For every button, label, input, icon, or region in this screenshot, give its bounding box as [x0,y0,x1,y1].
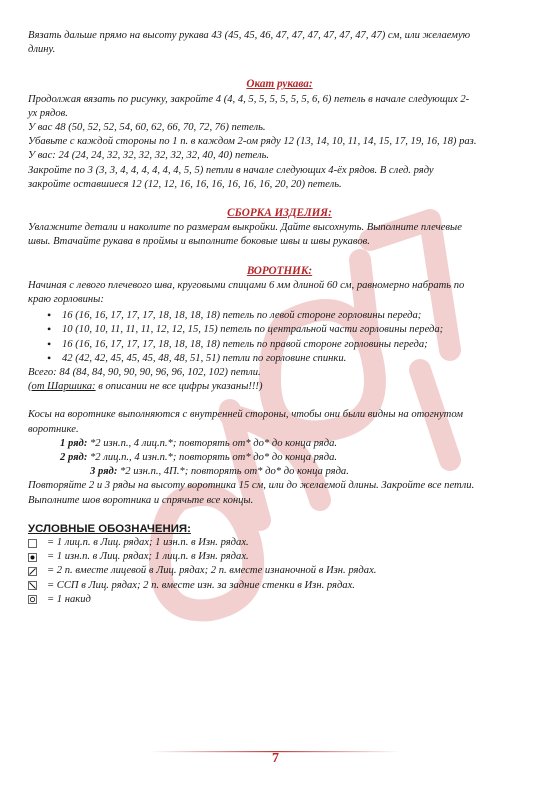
intro-line: длину. [28,44,56,56]
legend-text: = 1 изн.п. в Лиц. рядах; 1 лиц.п. в Изн. рядах. [47,551,249,563]
sleeve-cap-line: У вас 48 (50, 52, 52, 54, 60, 62, 66, 70, 72, 76) петель. [28,122,266,134]
collar-line: Начиная с левого плечевого шва, круговыми спицами 6 мм длиной 60 см, равномерно набрать по [28,279,465,291]
row-label: 3 ряд: [90,466,118,478]
cables-line: воротнике. [28,423,79,435]
right-slash-square-icon [28,567,37,576]
legend-text: = ССП в Лиц. рядах; 2 п. вместе изн. за задние стенки в Изн. рядах. [47,579,355,591]
sleeve-cap-line: ух рядов. [28,107,68,119]
sleeve-cap-line: Убавьте с каждой стороны по 1 п. в каждом 2-ом ряду 12 (13, 14, 10, 11, 14, 15, 17, 19, 16, 18) раз. [28,136,477,148]
sleeve-cap-line: У вас: 24 (24, 24, 32, 32, 32, 32, 32, 32, 40, 40) петель. [28,150,270,162]
row-instruction [28,465,531,479]
filled-dot-square-icon [28,553,37,562]
row-text: *2 лиц.п., 4 изн.п.*; повторять от* до* до конца ряда. [87,452,338,464]
finish-line: Повторяйте 2 и 3 ряды на высоту воротника 15 см, или до желаемой длины. Закройте все петли. [28,480,475,492]
stitch-total: Всего: 84 (84, 84, 90, 90, 90, 96, 96, 102, 102) петли. [28,367,261,379]
intro-line: Вязать дальше прямо на высоту рукава 43 (45, 45, 46, 47, 47, 47, 47, 47, 47, 47) см, или желаемую [28,30,471,41]
list-item: • 16 (16, 16, 17, 17, 17, 18, 18, 18, 18) петель по левой стороне горловины переда; [28,309,531,323]
note-author: от Шаршика: [31,381,96,393]
note-text: в описании не все цифры указаны!!!) [95,381,263,393]
sleeve-cap-heading: Окат рукава: [246,78,313,91]
collar-rows [28,437,531,480]
legend-text: = 2 п. вместе лицевой в Лиц. рядах; 2 п. вместе изнаночной в Изн. рядах. [47,565,377,577]
cables-line: Косы на воротнике выполняются с внутренней стороны, чтобы они были видны на отогнутом [28,409,463,421]
assembly-heading: СБОРКА ИЗДЕЛИЯ: [227,207,332,220]
author-note [28,380,531,394]
legend-item [28,579,531,593]
legend-item [28,550,531,564]
row-instruction [28,437,531,451]
list-item: • 16 (16, 16, 17, 17, 17, 18, 18, 18, 18) петель по правой стороне горловины переда; [28,338,531,352]
assembly-line: швы. Втачайте рукава в проймы и выполните боковые швы и швы рукавов. [28,236,370,248]
sleeve-cap-line: Закройте по 3 (3, 3, 4, 4, 4, 4, 4, 4, 5, 5) петли в начале следующих 4-ёх рядов. В след. ряду [28,164,434,176]
legend-item [28,593,531,607]
row-label: 1 ряд: [60,437,88,449]
row-text: *2 изн.п., 4П.*; повторять от* до* до конца ряда. [117,466,349,478]
row-text: *2 изн.п., 4 лиц.п.*; повторять от* до* до конца ряда. [87,437,338,449]
document-page [28,29,531,607]
legend-item [28,536,531,550]
legend-title: УСЛОВНЫЕ ОБОЗНАЧЕНИЯ: [28,522,191,535]
legend-text: = 1 лиц.п. в Лиц. рядах; 1 изн.п. в Изн. рядах. [47,537,249,549]
legend-text: = 1 накид [47,593,91,605]
assembly-line: Увлажните детали и наколите по размерам выкройки. Дайте высохнуть. Выполните плечевые [28,222,462,234]
legend-item [28,564,531,578]
note-open: ( [28,381,32,393]
page-number: 7 [272,751,279,766]
collar-heading: ВОРОТНИК: [246,264,313,277]
finish-line: Выполните шов воротника и спрячьте все концы. [28,494,254,506]
left-slash-square-icon [28,581,37,590]
collar-line: краю горловины: [28,294,104,306]
sleeve-cap-line: закройте оставшиеся 12 (12, 12, 16, 16, 16, 16, 16, 16, 20, 20) петель. [28,178,342,190]
row-instruction [28,451,531,465]
sleeve-cap-line: Продолжая вязать по рисунку, закройте 4 (4, 4, 5, 5, 5, 5, 5, 5, 6, 6) петель в начале следующих 2- [28,93,470,105]
circle-square-icon [28,595,37,604]
empty-square-icon [28,539,37,548]
list-item: • 10 (10, 10, 11, 11, 11, 12, 12, 15, 15) петель по центральной части горловины переда; [28,323,531,337]
list-item: • 42 (42, 42, 45, 45, 45, 48, 48, 51, 51) петли по горловине спинки. [28,352,531,366]
pickup-list [28,309,531,366]
row-label: 2 ряд: [60,452,88,464]
